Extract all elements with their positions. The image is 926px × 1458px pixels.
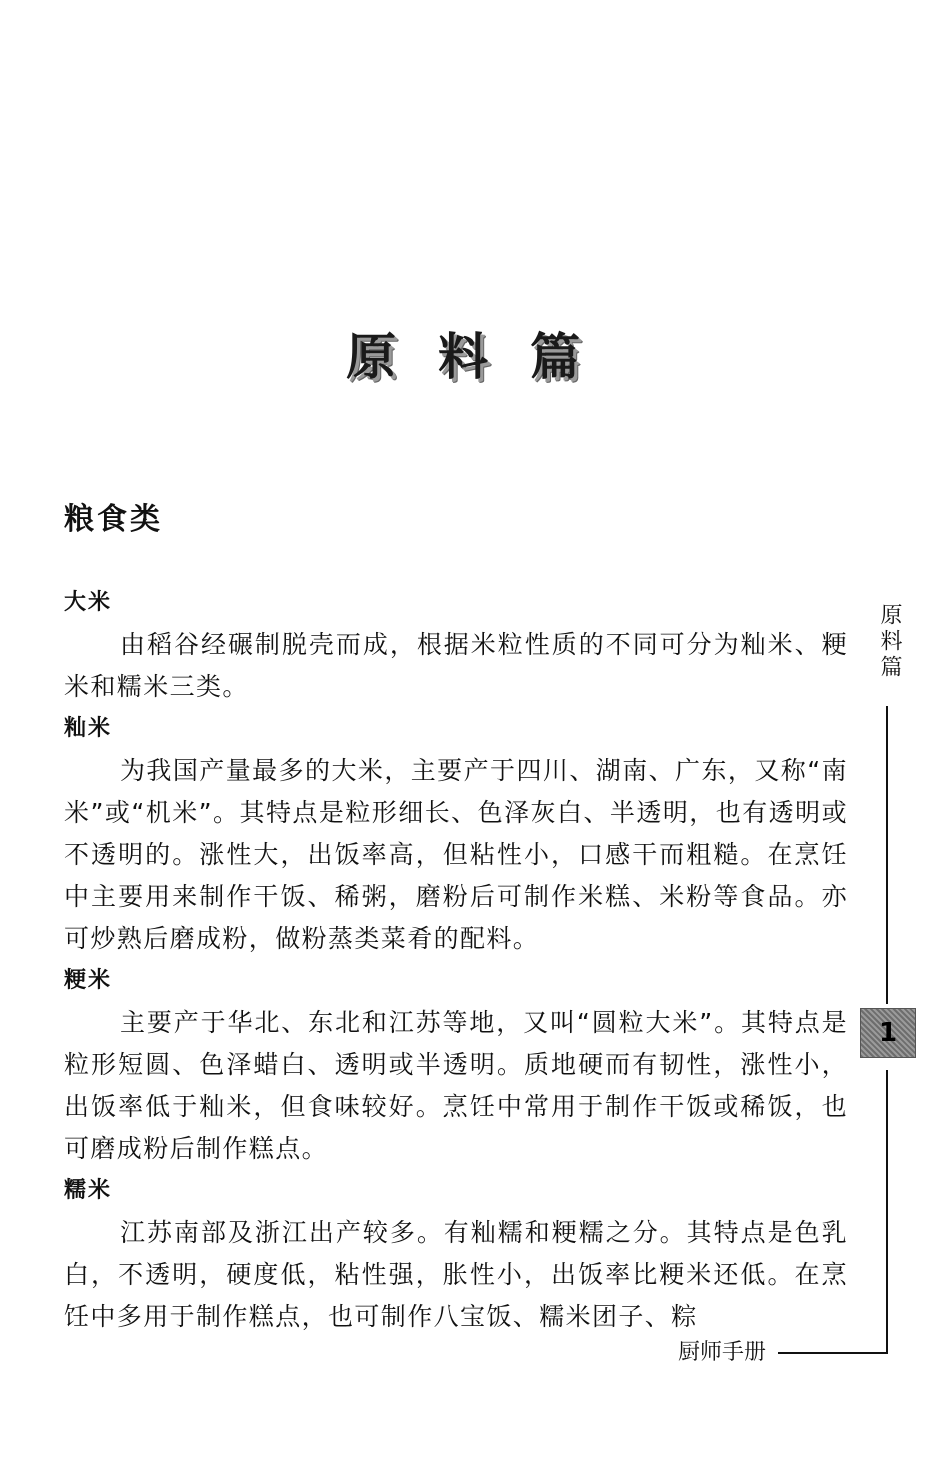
entry-heading: 大米 [64,590,113,615]
part-title: 原料篇 [346,327,622,386]
entry-indica-rice [64,708,848,960]
entry-paragraph: 江苏南部及浙江出产较多。有籼糯和粳糯之分。其特点是色乳白，不透明，硬度低，粘性强，胀性小，出饭率比粳米还低。在烹饪中多用于制作糕点，也可制作八宝饭、糯米团子、粽 [64,1218,848,1331]
entry-glutinous-rice [64,1170,848,1338]
footer-book-title: 厨师手册 [678,1337,768,1369]
side-rule-top [886,706,888,1004]
entry-paragraph: 主要产于华北、东北和江苏等地，又叫“圆粒大米”。其特点是粒形短圆、色泽蜡白、透明或半透明。质地硬而有韧性，涨性小，出饭率低于籼米，但食味较好。烹饪中常用于制作干饭或稀饭，也可磨成粉后制作糕点。 [64,1008,848,1163]
entry-heading: 粳米 [64,968,113,993]
entry-paragraph: 为我国产量最多的大米，主要产于四川、湖南、广东，又称“南米”或“机米”。其特点是粒形细长、色泽灰白、半透明，也有透明或不透明的。涨性大，出饭率高，但粘性小，口感干而粗糙。在烹饪中主要用来制作干饭、稀粥，磨粉后可制作米糕、米粉等食品。亦可炒熟后磨成粉，做粉蒸类菜肴的配料。 [64,756,848,953]
chapter-title: 粮食类 [64,502,163,537]
body-content [64,582,848,1338]
entry-japonica-rice [64,960,848,1170]
side-tab-label: 原料篇 [877,603,902,681]
entry-rice [64,582,848,708]
page-number: 1 [878,1018,898,1048]
page-number-badge [860,1008,916,1058]
entry-paragraph: 由稻谷经碾制脱壳而成，根据米粒性质的不同可分为籼米、粳米和糯米三类。 [64,630,848,701]
entry-heading: 籼米 [64,716,113,741]
side-rule-bottom [886,1070,888,1352]
footer-rule [778,1352,888,1354]
entry-heading: 糯米 [64,1178,113,1203]
